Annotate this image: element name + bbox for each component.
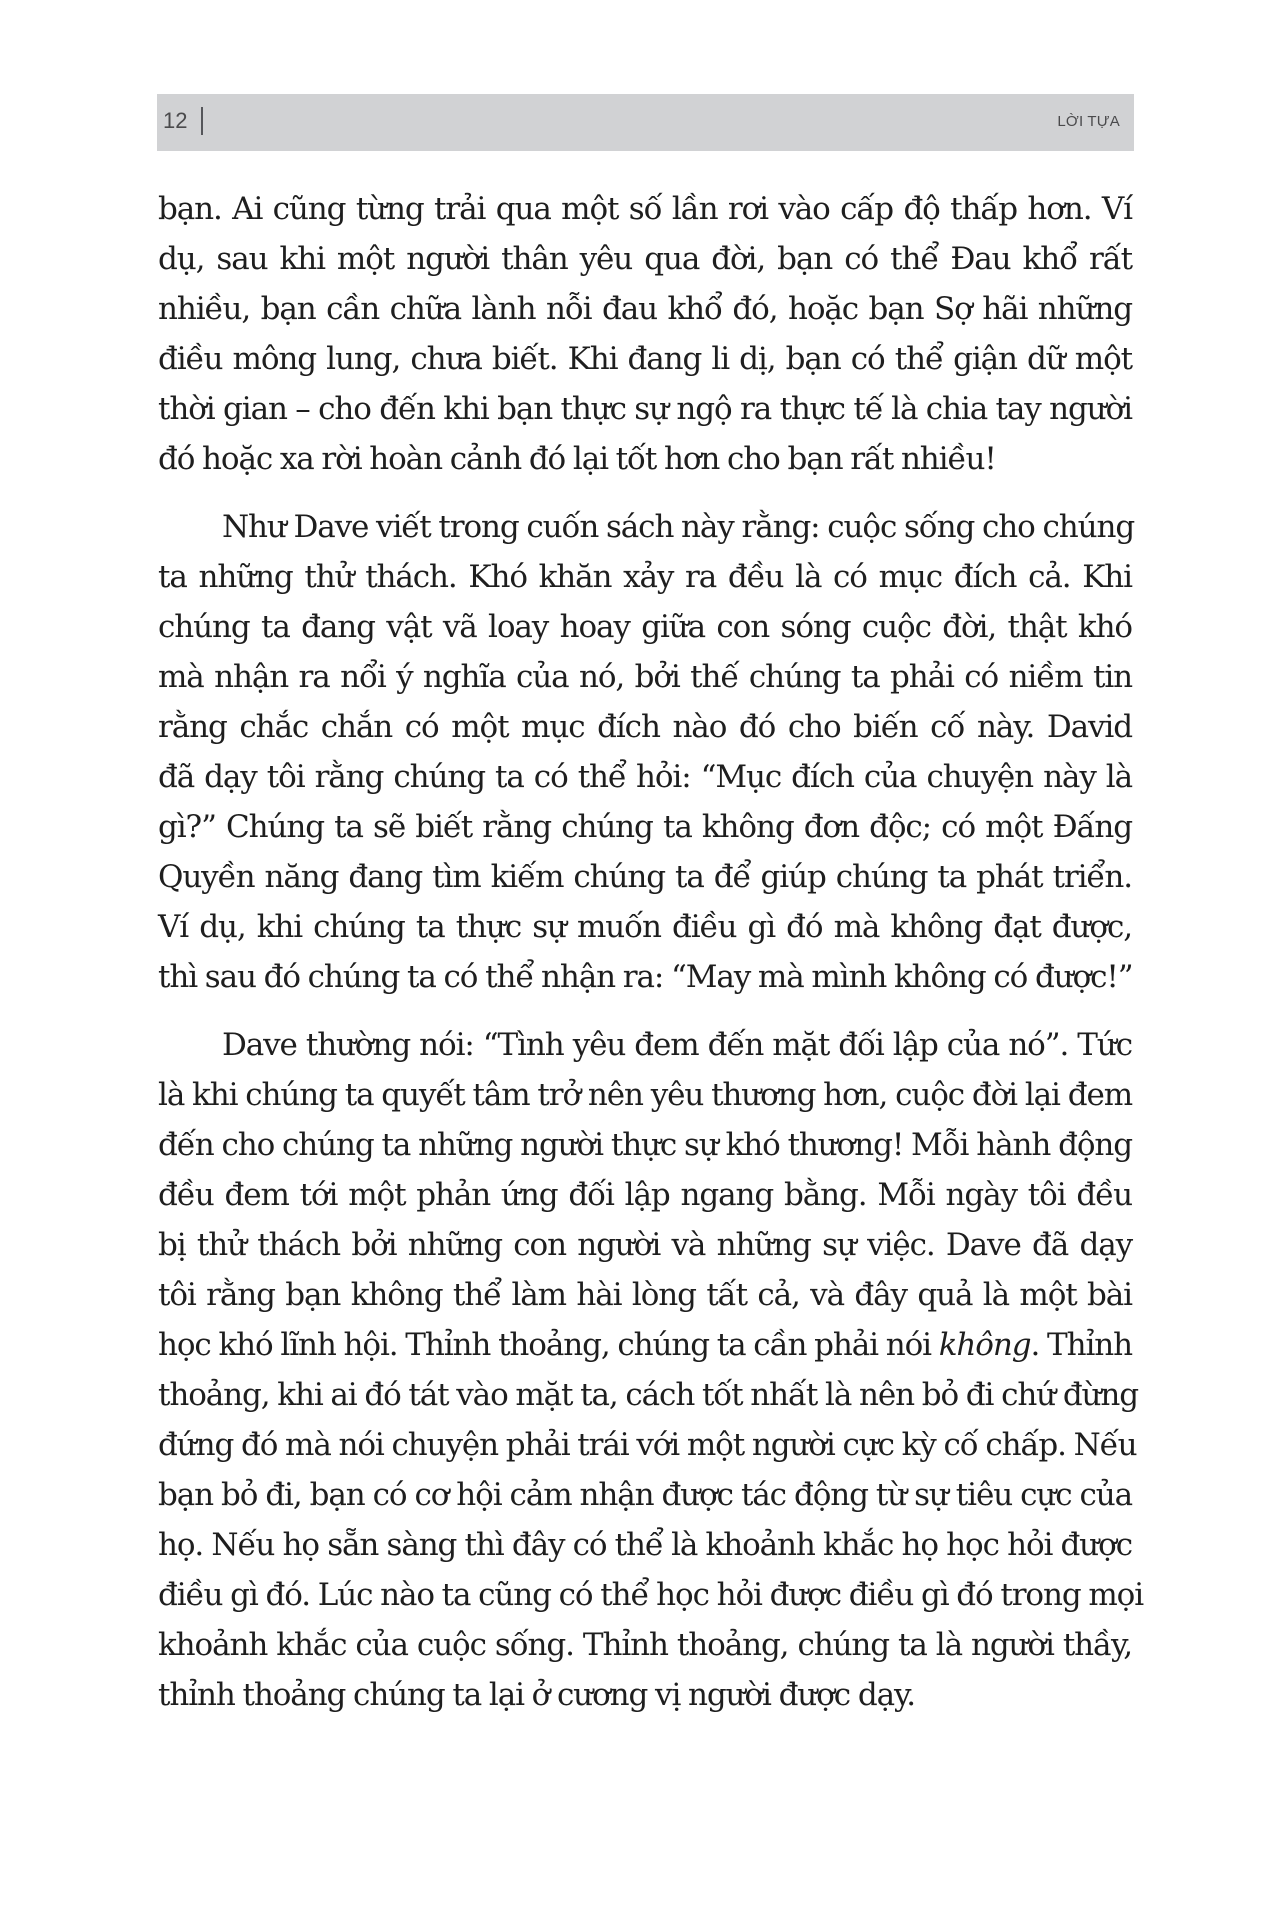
running-title: LỜI TỰA [1057,113,1120,130]
text-line: đều đem tới một phản ứng đối lập ngang bằng. Mỗi ngày tôi đều [158,1177,1132,1213]
text-line: thì sau đó chúng ta có thể nhận ra: “May mà mình không có được!” [158,959,1133,995]
paragraph-2 [158,502,1135,1002]
text-line: đó hoặc xa rời hoàn cảnh đó lại tốt hơn cho bạn rất nhiều! [158,441,996,477]
text-line: đến cho chúng ta những người thực sự khó thương! Mỗi hành động [158,1127,1132,1163]
text-line: bạn. Ai cũng từng trải qua một số lần rơi vào cấp độ thấp hơn. Ví [158,191,1132,227]
page-number: 12 [163,108,188,133]
text-run: học khó lĩnh hội. Thỉnh thoảng, chúng ta cần phải nói [158,1327,939,1363]
text-line: điều gì đó. Lúc nào ta cũng có thể học hỏi được điều gì đó trong mọi [158,1577,1144,1613]
text-line: thoảng, khi ai đó tát vào mặt ta, cách tốt nhất là nên bỏ đi chứ đừng [158,1377,1139,1413]
text-line: khoảnh khắc của cuộc sống. Thỉnh thoảng, chúng ta là người thầy, [158,1627,1132,1663]
text-line: mà nhận ra nổi ý nghĩa của nó, bởi thế chúng ta phải có niềm tin [158,659,1132,695]
text-line: đã dạy tôi rằng chúng ta có thể hỏi: “Mục đích của chuyện này là [158,759,1132,795]
body-text [158,184,1144,1738]
text-line: gì?” Chúng ta sẽ biết rằng chúng ta không đơn độc; có một Đấng [158,809,1132,845]
text-line: nhiều, bạn cần chữa lành nỗi đau khổ đó, hoặc bạn Sợ hãi những [158,291,1132,327]
text-line: chúng ta đang vật vã loay hoay giữa con sóng cuộc đời, thật khó [158,609,1132,645]
text-line: thời gian – cho đến khi bạn thực sự ngộ ra thực tế là chia tay người [158,391,1132,427]
text-run: . Thỉnh [1030,1327,1132,1363]
text-line: bị thử thách bởi những con người và những sự việc. Dave đã dạy [158,1227,1132,1263]
text-line: Dave thường nói: “Tình yêu đem đến mặt đối lập của nó”. Tức [222,1027,1132,1063]
text-line: dụ, sau khi một người thân yêu qua đời, bạn có thể Đau khổ rất [158,241,1132,277]
emphasized-word: không [938,1327,1031,1363]
text-line: ta những thử thách. Khó khăn xảy ra đều là có mục đích cả. Khi [158,559,1132,595]
text-line: Như Dave viết trong cuốn sách này rằng: cuộc sống cho chúng [222,509,1135,545]
running-header [157,94,1134,151]
text-line: Ví dụ, khi chúng ta thực sự muốn điều gì đó mà không đạt được, [158,909,1132,945]
text-line-with-emphasis [158,1320,1132,1370]
text-line: đứng đó mà nói chuyện phải trái với một người cực kỳ cố chấp. Nếu [158,1427,1137,1463]
text-line: tôi rằng bạn không thể làm hài lòng tất cả, và đây quả là một bài [158,1277,1132,1313]
header-divider [201,107,203,135]
text-line: họ. Nếu họ sẵn sàng thì đây có thể là khoảnh khắc họ học hỏi được [158,1527,1132,1563]
text-line: Quyền năng đang tìm kiếm chúng ta để giúp chúng ta phát triển. [158,859,1132,895]
text-line: thỉnh thoảng chúng ta lại ở cương vị người được dạy. [158,1677,915,1713]
text-line: điều mông lung, chưa biết. Khi đang li dị, bạn có thể giận dữ một [158,341,1132,377]
paragraph-3 [158,1020,1144,1720]
paragraph-1 [158,184,1132,484]
text-line: bạn bỏ đi, bạn có cơ hội cảm nhận được tác động từ sự tiêu cực của [158,1477,1132,1513]
text-line: là khi chúng ta quyết tâm trở nên yêu thương hơn, cuộc đời lại đem [158,1077,1132,1113]
text-line: rằng chắc chắn có một mục đích nào đó cho biến cố này. David [158,709,1132,745]
